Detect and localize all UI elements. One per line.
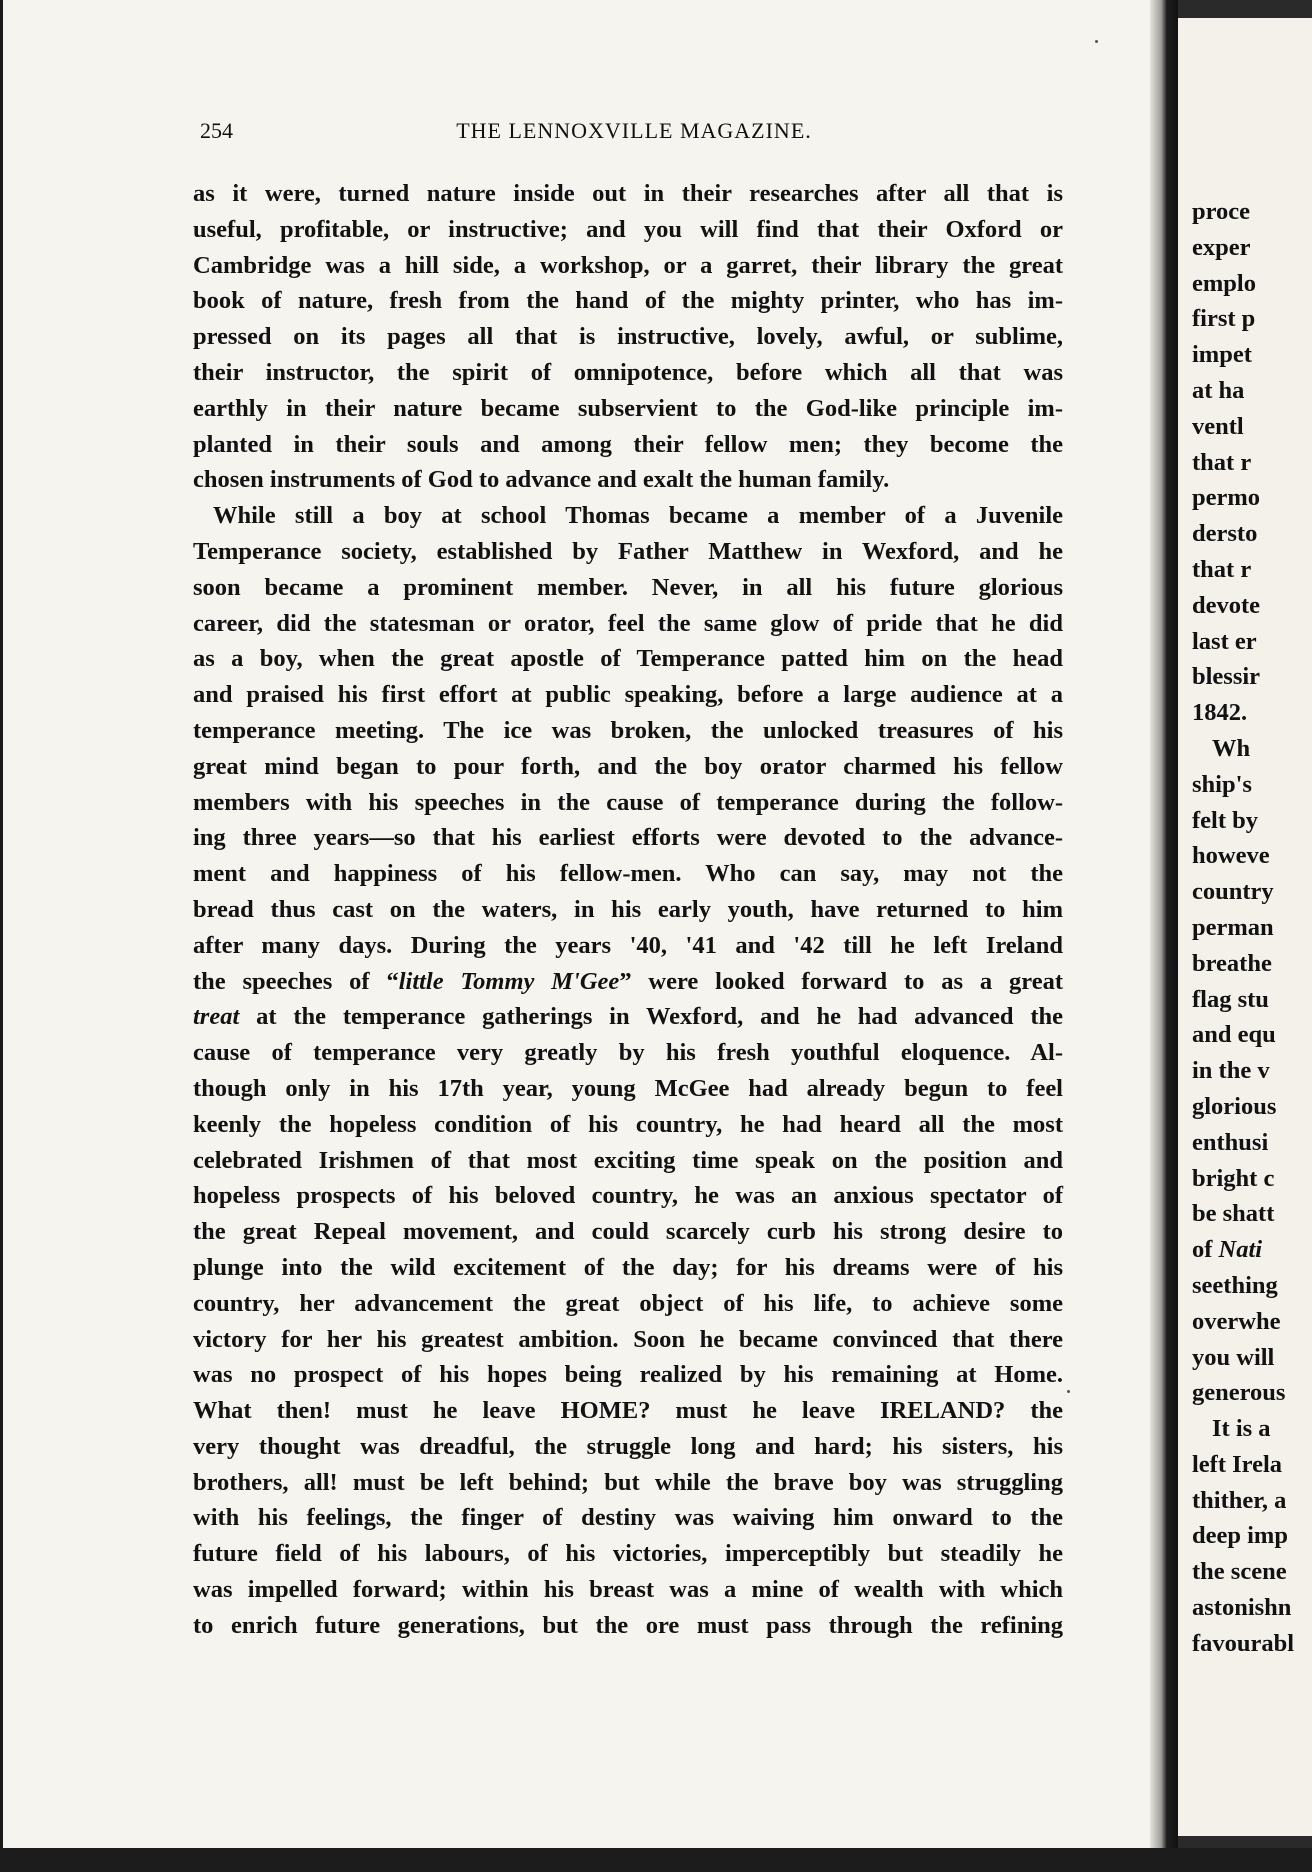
text-line: though only in his 17th year, young McGee had already begun to feel [193,1074,1063,1102]
fragment-line: perman [1192,913,1274,941]
text-line: the great Repeal movement, and could scarcely curb his strong desire to [193,1218,1063,1246]
text-line: victory for her his greatest ambition. Soon he became convinced that there [193,1325,1063,1353]
fragment-line: thither, a [1192,1486,1287,1514]
fragment-line: at ha [1192,376,1245,404]
fragment-line: last er [1192,627,1257,655]
fragment-line: that r [1192,448,1252,476]
text-line: as it were, turned nature inside out in their researches after all that is [193,180,1063,207]
fragment-line: ventl [1192,412,1244,440]
text-line: planted in their souls and among their fellow men; they become the [193,430,1063,458]
fragment-line: devote [1192,591,1261,619]
book-gutter [1150,0,1178,1848]
fragment-line: howeve [1192,842,1270,870]
right-page-edge [1178,18,1312,1836]
running-title: THE LENNOXVILLE MAGAZINE. [456,118,812,143]
page-number: 254 [200,118,233,143]
page-header [200,118,1068,148]
text-line: bread thus cast on the waters, in his early youth, have returned to him [193,895,1063,923]
fragment-line: you will [1192,1343,1275,1371]
text-line: with his feelings, the finger of destiny was waiving him onward to the [193,1504,1063,1532]
text-line: to enrich future generations, but the ore must pass through the refining [193,1611,1063,1639]
text-line: celebrated Irishmen of that most exciting time speak on the position and [193,1146,1063,1174]
text-line: Temperance society, established by Father Matthew in Wexford, and he [193,537,1063,565]
text-line: chosen instruments of God to advance and exalt the human family. [193,466,890,494]
fragment-line: first p [1192,305,1256,333]
fragment-line: ship's [1192,770,1252,798]
fragment-line: generous [1192,1379,1286,1407]
text-line: book of nature, fresh from the hand of the mighty printer, who has im- [193,287,1063,315]
scan-speck [1067,1390,1070,1393]
text-line: temperance meeting. The ice was broken, the unlocked treasures of his [193,716,1063,744]
text-line: the speeches of “little Tommy M'Gee” were looked forward to as a great [193,967,1063,995]
scan-border [0,1848,1312,1872]
fragment-line: 1842. [1192,699,1248,727]
fragment-line: the scene [1192,1558,1287,1586]
fragment-line: exper [1192,233,1251,261]
fragment-line: be shatt [1192,1200,1275,1228]
right-page-text [1192,194,1294,1662]
fragment-line: flag stu [1192,985,1269,1013]
text-line: members with his speeches in the cause of temperance during the follow- [193,788,1063,816]
text-line: keenly the hopeless condition of his country, he had heard all the most [193,1110,1063,1138]
fragment-line: dersto [1192,520,1258,548]
text-line: pressed on its pages all that is instructive, lovely, awful, or sublime, [193,323,1063,351]
fragment-line: enthusi [1192,1128,1269,1156]
text-line: after many days. During the years '40, '41 and '42 till he left Ireland [193,931,1063,959]
scan-speck [1095,40,1098,43]
text-line: was no prospect of his hopes being realized by his remaining at Home. [193,1361,1063,1389]
text-line: was impelled forward; within his breast was a mine of wealth with which [193,1576,1063,1604]
text-line: ing three years—so that his earliest efforts were devoted to the advance- [193,824,1063,852]
fragment-line: of Nati [1192,1236,1263,1264]
fragment-line: in the v [1192,1057,1270,1085]
fragment-line: It is a [1212,1415,1271,1443]
fragment-line: seething [1192,1271,1278,1299]
text-line: ment and happiness of his fellow-men. Who can say, may not the [193,860,1063,888]
paragraph [193,176,1063,498]
text-line: soon became a prominent member. Never, in all his future glorious [193,573,1063,601]
text-line: their instructor, the spirit of omnipotence, before which all that was [193,358,1063,386]
fragment-line: proce [1192,198,1251,225]
text-line: career, did the statesman or orator, feel the same glow of pride that he did [193,609,1063,637]
text-line: great mind began to pour forth, and the boy orator charmed his fellow [193,752,1063,780]
fragment-line: felt by [1192,806,1258,834]
text-line: very thought was dreadful, the struggle long and hard; his sisters, his [193,1432,1063,1460]
text-line: What then! must he leave HOME? must he leave IRELAND? the [193,1397,1063,1425]
text-line: and praised his first effort at public speaking, before a large audience at a [193,681,1063,709]
text-line: as a boy, when the great apostle of Temperance patted him on the head [193,645,1063,673]
fragment-line: Wh [1212,734,1251,762]
fragment-line: emplo [1192,269,1256,297]
text-line: earthly in their nature became subservient to the God-like principle im- [193,394,1063,422]
text-line: treat at the temperance gatherings in Wexford, and he had advanced the [193,1003,1063,1031]
fragment-line: bright c [1192,1164,1275,1192]
body-text [193,176,1063,1644]
text-line: Cambridge was a hill side, a workshop, or a garret, their library the great [193,251,1063,279]
fragment-line: deep imp [1192,1522,1288,1550]
text-line: future field of his labours, of his victories, imperceptibly but steadily he [193,1540,1063,1568]
text-line: country, her advancement the great object of his life, to achieve some [193,1289,1063,1317]
fragment-line: impet [1192,341,1252,369]
fragment-line: and equ [1192,1021,1276,1049]
fragment-line: breathe [1192,949,1272,977]
fragment-line: that r [1192,555,1252,583]
fragment-line: favourabl [1192,1629,1295,1657]
text-line: brothers, all! must be left behind; but while the brave boy was struggling [193,1468,1063,1496]
text-line: plunge into the wild excitement of the day; for his dreams were of his [193,1253,1063,1281]
fragment-line: blessir [1192,663,1261,691]
fragment-line: glorious [1192,1092,1277,1120]
text-line: hopeless prospects of his beloved country, he was an anxious spectator of [193,1182,1063,1210]
fragment-line: astonishn [1192,1594,1292,1622]
paragraph [193,498,1063,1644]
fragment-line: left Irela [1192,1450,1283,1478]
fragment-line: overwhe [1192,1307,1281,1335]
text-line: While still a boy at school Thomas became a member of a Juvenile [213,502,1063,530]
fragment-line: country [1192,878,1274,906]
text-line: useful, profitable, or instructive; and you will find that their Oxford or [193,215,1063,243]
fragment-line: permo [1192,484,1261,512]
text-line: cause of temperance very greatly by his fresh youthful eloquence. Al- [193,1039,1063,1067]
